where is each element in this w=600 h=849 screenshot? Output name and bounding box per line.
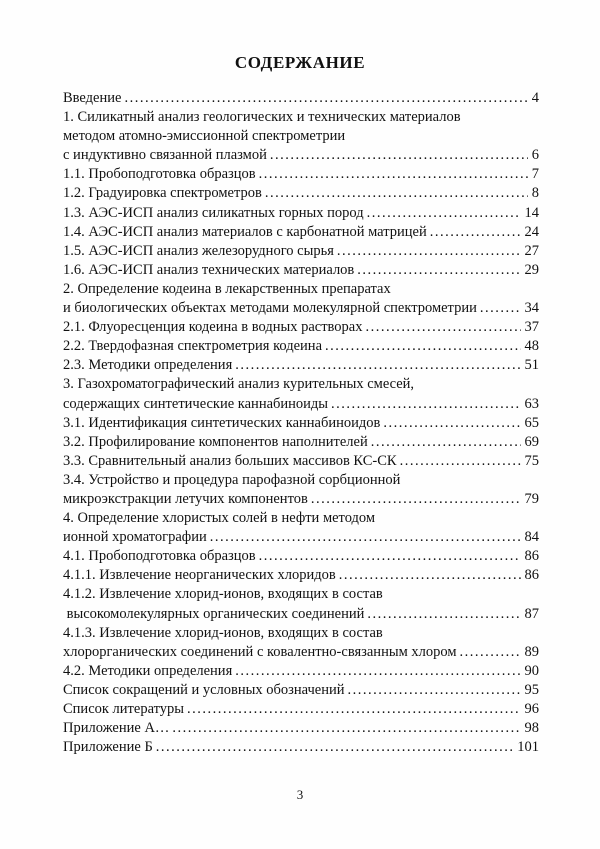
dot-leader [259,547,521,566]
toc-entry-line [63,223,539,242]
toc-entry-text: содержащих синтетические каннабиноиды [63,395,329,412]
dot-leader [124,89,527,108]
toc-entry-line [63,662,539,681]
toc-entry-page: 27 [524,242,539,259]
dot-leader [371,433,521,452]
toc-entry-text: 1.4. АЭС-ИСП анализ материалов с карбонатной матрицей [63,223,427,240]
toc-entry-page: 87 [524,605,539,622]
toc-entry-line [63,624,539,643]
toc-entry-line [63,738,539,757]
toc-entry-page: 51 [524,357,539,374]
toc-entry-text: Приложение Б [63,739,153,756]
toc-entry-line [63,242,539,261]
toc-entry-line [63,433,539,452]
toc-entry-line [63,89,539,108]
toc-entry-line [63,452,539,471]
dot-leader [460,643,521,662]
dot-leader [331,395,520,414]
toc-entry-page: 101 [517,739,539,756]
toc-entry-text: Введение [63,90,122,106]
dot-leader [367,204,521,223]
toc-entry-line [63,585,539,604]
toc-entry-page: 79 [524,490,539,507]
dot-leader [270,146,528,165]
toc-entry-text: с индуктивно связанной плазмой [63,147,267,164]
page-number: 3 [296,787,304,802]
toc-entry-page: 98 [524,720,539,737]
toc-entry-page: 90 [524,662,539,679]
page-title: СОДЕРЖАНИЕ [234,53,366,72]
toc-entry-text: 3.1. Идентификация синтетических каннабиноидов [63,414,381,431]
toc-entry-text: 4.1. Пробоподготовка образцов [63,548,256,565]
toc-entry-text: микроэкстракции летучих компонентов [63,490,308,507]
toc-entry-page: 4 [531,90,539,106]
toc-list [63,89,539,757]
toc-entry-text: 4.2. Методики определения [63,662,233,679]
toc-entry-line [63,643,539,662]
toc-entry-line [63,605,539,624]
toc-entry-line [63,146,539,165]
dot-leader [367,605,520,624]
dot-leader [187,700,520,719]
toc-entry-page: 34 [524,300,539,317]
toc-entry-page: 69 [524,433,539,450]
dot-leader [172,719,520,738]
dot-leader [365,318,520,337]
toc-entry-page: 29 [524,261,539,278]
toc-entry-text: ионной хроматографии [63,529,207,546]
toc-entry-line [63,471,539,490]
toc-entry-line [63,375,539,394]
toc-entry-text: 3.3. Сравнительный анализ больших массивов КС-СК [63,452,397,469]
toc-entry-text: 2.2. Твердофазная спектрометрия кодеина [63,338,323,355]
toc-entry-text: хлорорганических соединений с ковалентно-связанным хлором [63,643,457,660]
toc-entry-line [63,356,539,375]
toc-entry-page: 89 [524,643,539,660]
toc-entry-line [63,566,539,585]
toc-entry-text: Список сокращений и условных обозначений [63,681,345,698]
toc-entry-line [63,719,539,738]
toc-entry-page: 65 [524,414,539,431]
toc-entry-text: высокомолекулярных органических соединений [63,605,365,622]
toc-entry-line [63,528,539,547]
toc-entry-text: Список литературы [63,701,185,717]
dot-leader [235,356,520,375]
toc-entry-page: 14 [524,204,539,221]
toc-entry-line [63,509,539,528]
dot-leader [325,337,520,356]
dot-leader [347,681,520,700]
toc-entry-page: 96 [524,701,539,717]
dot-leader [480,299,521,318]
dot-leader [210,528,521,547]
dot-leader [259,165,528,184]
toc-entry-line [63,261,539,280]
toc-entry-page: 24 [524,223,539,240]
toc-entry-line [63,108,539,127]
toc-entry-text: 2.3. Методики определения [63,357,233,374]
toc-entry-text: 3. Газохроматографический анализ курительных смесей, [63,376,415,393]
toc-entry-page: 8 [531,185,539,202]
toc-entry-page: 84 [524,529,539,546]
toc-entry-text: 2. Определение кодеина в лекарственных препаратах [63,280,391,297]
toc-entry-line [63,184,539,203]
toc-entry-text: 4.1.3. Извлечение хлорид-ионов, входящих в состав [63,624,383,641]
toc-entry-line [63,318,539,337]
toc-entry-line [63,414,539,433]
toc-entry-page: 95 [524,681,539,698]
toc-entry-text: методом атомно-эмиссионной спектрометрии [63,128,346,145]
toc-entry-page: 63 [524,395,539,412]
toc-entry-line [63,337,539,356]
toc-entry-line [63,490,539,509]
dot-leader [235,662,520,681]
toc-entry-text: и биологических объектах методами молекулярной спектрометрии [63,300,477,317]
toc-entry-line [63,127,539,146]
toc-entry-page: 86 [524,567,539,584]
toc-entry-text: Приложение А… [63,720,170,737]
toc-entry-text: 4.1.1. Извлечение неорганических хлоридов [63,567,336,584]
toc-entry-text: 3.4. Устройство и процедура парофазной сорбционной [63,471,401,488]
toc-entry-text: 3.2. Профилирование компонентов наполнителей [63,433,368,450]
toc-entry-line [63,299,539,318]
toc-entry-line [63,681,539,700]
toc-entry-text: 4. Определение хлористых солей в нефти методом [63,510,376,527]
toc-entry-page: 6 [531,147,539,164]
toc-entry-line [63,280,539,299]
toc-entry-text: 1.2. Градуировка спектрометров [63,185,262,202]
dot-leader [339,566,521,585]
dot-leader [357,261,520,280]
dot-leader [383,414,520,433]
toc-entry-text: 4.1.2. Извлечение хлорид-ионов, входящих в состав [63,586,383,603]
toc-entry-line [63,395,539,414]
dot-leader [400,452,521,471]
toc-entry-line [63,547,539,566]
toc-entry-text: 2.1. Флуоресценция кодеина в водных растворах [63,319,363,336]
toc-entry-text: 1.5. АЭС-ИСП анализ железорудного сырья [63,242,334,259]
toc-entry-text: 1.6. АЭС-ИСП анализ технических материалов [63,261,355,278]
toc-entry-line [63,204,539,223]
dot-leader [265,184,528,203]
dot-leader [311,490,521,509]
toc-entry-page: 7 [531,166,539,183]
toc-entry-page: 37 [524,319,539,336]
toc-entry-text: 1. Силикатный анализ геологических и технических материалов [63,109,461,126]
toc-entry-text: 1.1. Пробоподготовка образцов [63,166,256,183]
toc-entry-page: 86 [524,548,539,565]
toc-entry-line [63,165,539,184]
dot-leader [156,738,513,757]
toc-entry-page: 75 [524,452,539,469]
dot-leader [337,242,521,261]
toc-entry-page: 48 [524,338,539,355]
dot-leader [430,223,521,242]
toc-entry-text: 1.3. АЭС-ИСП анализ силикатных горных пород [63,204,364,221]
toc-entry-line [63,700,539,719]
